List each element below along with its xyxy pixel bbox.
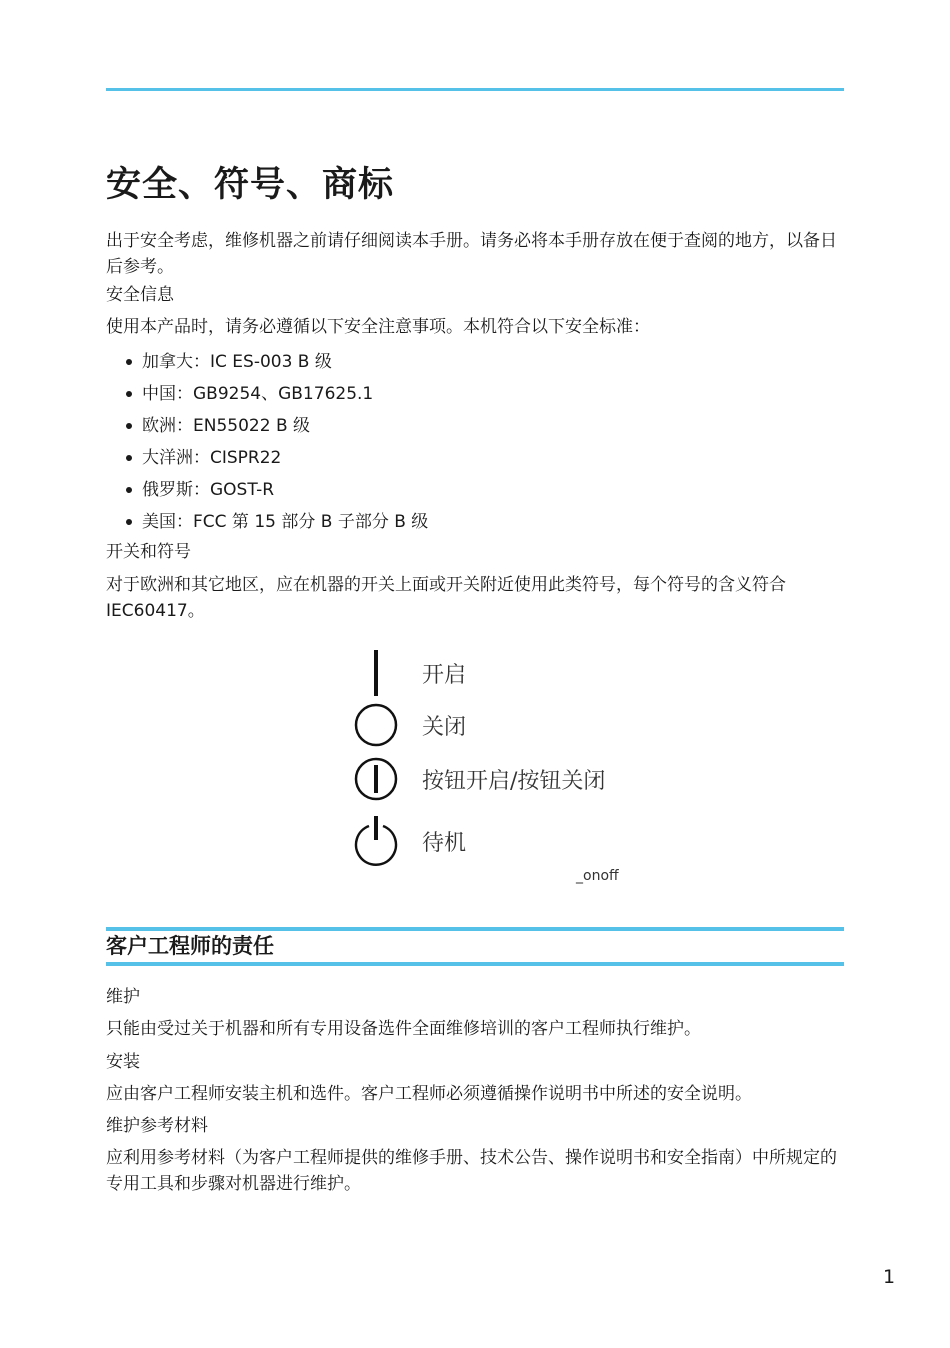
symbol-row-push — [340, 754, 640, 804]
intro-paragraph: 出于安全考虑，维修机器之前请仔细阅读本手册。请务必将本手册存放在便于查阅的地方，以备日后参考。 — [106, 231, 837, 277]
list-item: 大洋洲：CISPR22 — [126, 442, 428, 474]
symbol-label: 开启 — [422, 663, 467, 688]
reference-text: 应利用参考材料（为客户工程师提供的维修手册、技术公告、操作说明书和安全指南）中所规定的专用工具和步骤对机器进行维护。 — [106, 1148, 837, 1194]
section-title: 客户工程师的责任 — [106, 934, 274, 958]
list-item: 俄罗斯：GOST-R — [126, 474, 428, 506]
symbol-label: 关闭 — [422, 715, 467, 740]
section-divider-bottom — [106, 962, 844, 966]
maintenance-heading: 维护 — [106, 987, 140, 1007]
figure-caption: _onoff — [576, 868, 619, 884]
bullet-icon — [126, 391, 132, 397]
symbol-label: 待机 — [422, 831, 467, 856]
maintenance-text: 只能由受过关于机器和所有专用设备选件全面维修培训的客户工程师执行维护。 — [106, 1019, 701, 1039]
switch-symbols-figure — [340, 640, 640, 890]
standards-list — [126, 346, 428, 538]
top-divider — [106, 88, 844, 91]
symbol-row-standby — [340, 816, 640, 866]
installation-heading: 安装 — [106, 1052, 140, 1072]
list-item: 欧洲：EN55022 B 级 — [126, 410, 428, 442]
symbol-row-off — [340, 700, 640, 750]
page-number: 1 — [883, 1266, 896, 1288]
standby-icon — [350, 816, 402, 866]
power-off-icon — [350, 700, 402, 750]
push-on-off-icon — [350, 754, 402, 804]
list-item: 美国：FCC 第 15 部分 B 子部分 B 级 — [126, 506, 428, 538]
bullet-icon — [126, 455, 132, 461]
switches-text: 对于欧洲和其它地区，应在机器的开关上面或开关附近使用此类符号，每个符号的含义符合 IEC60417。 — [106, 575, 786, 621]
installation-text: 应由客户工程师安装主机和选件。客户工程师必须遵循操作说明书中所述的安全说明。 — [106, 1084, 752, 1104]
symbol-label: 按钮开启/按钮关闭 — [422, 769, 606, 794]
power-on-icon — [350, 648, 402, 698]
list-item: 中国：GB9254、GB17625.1 — [126, 378, 428, 410]
bullet-icon — [126, 359, 132, 365]
bullet-icon — [126, 423, 132, 429]
bullet-icon — [126, 487, 132, 493]
reference-heading: 维护参考材料 — [106, 1116, 208, 1136]
safety-info-heading: 安全信息 — [106, 285, 174, 305]
page-title: 安全、符号、商标 — [106, 165, 395, 205]
switches-heading: 开关和符号 — [106, 542, 191, 562]
safety-info-text: 使用本产品时，请务必遵循以下安全注意事项。本机符合以下安全标准： — [106, 317, 650, 337]
symbol-row-on — [340, 648, 640, 698]
bullet-icon — [126, 519, 132, 525]
list-item: 加拿大：IC ES-003 B 级 — [126, 346, 428, 378]
